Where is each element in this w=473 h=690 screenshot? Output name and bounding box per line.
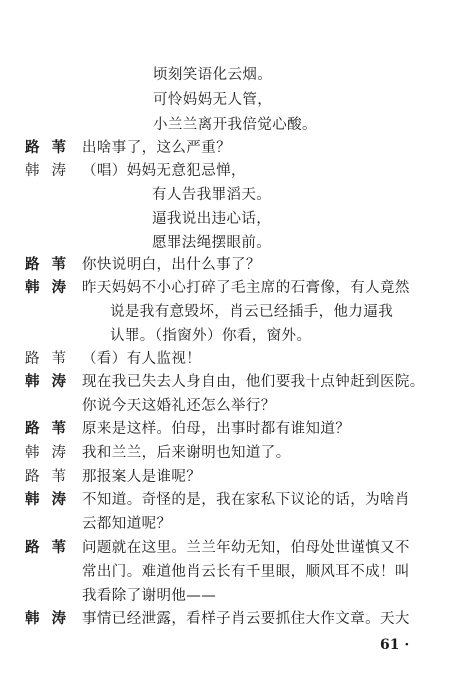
song-line: 逼我说出违心话， [152,211,272,227]
dialogue-line: 你说今天这婚礼还怎么举行？ [82,398,276,414]
dialogue-line: 出啥事了，这么严重？ [82,140,231,156]
song-line: 顷刻笑语化云烟。 [153,67,273,83]
speaker-name: 路苇 [25,469,78,485]
dialogue-line: 那报案人是谁呢？ [82,469,202,485]
page-number: 61 · [380,637,410,653]
song-line: 有人告我罪滔天。 [152,187,272,203]
song-line: 愿罪法绳摆眼前。 [152,235,272,251]
song-line: 小兰兰离开我倍觉心酸。 [153,117,317,133]
dialogue-line: 昨天妈妈不小心打碎了毛主席的石膏像，有人竟然 [82,280,410,296]
speaker-name: 韩涛 [25,445,78,461]
speaker-name: 路苇 [25,139,78,156]
dialogue-line: 现在我已失去人身自由，他们要我十点钟赶到医院。 [82,374,425,390]
speaker-name: 韩涛 [25,279,78,296]
speaker-name: 路苇 [25,351,78,367]
speaker-name: 路苇 [25,256,78,273]
speaker-name: 路苇 [25,539,78,556]
speaker-name: 韩涛 [25,373,78,390]
dialogue-line: 你快说明白，出什么事了？ [82,257,261,273]
speaker-name: 韩涛 [25,491,78,508]
dialogue-line: 问题就在这里。兰兰年幼无知，伯母处世谨慎又不 [82,540,410,556]
dialogue-line: （看）有人监视！ [82,351,202,367]
speaker-name: 路苇 [25,420,78,437]
dialogue-line: 不知道。奇怪的是，我在家私下议论的话，为啥肖 [82,492,410,508]
dialogue-line: 事情已经泄露，看样子肖云要抓住大作文章。天大 [82,611,410,627]
dialogue-line: 认罪。（指窗外）你看，窗外。 [110,328,312,344]
speaker-name: 韩涛 [25,610,78,627]
dialogue-line: （唱）妈妈无意犯忌惮， [82,163,246,179]
dialogue-line: 我和兰兰，后来谢明也知道了。 [82,445,291,461]
dialogue-line: 说是我有意毁坏，肖云已经插手，他力逼我 [110,304,394,320]
song-line: 可怜妈妈无人管， [153,92,273,108]
speaker-name: 韩涛 [25,163,78,179]
dialogue-line: 云都知道呢？ [82,516,172,532]
dialogue-line: 常出门。难道他肖云长有千里眼，顺风耳不成！叫 [82,564,410,580]
dialogue-line: 原来是这样。伯母，出事时都有谁知道？ [82,421,351,437]
dialogue-line: 我看除了谢明他—— [82,588,217,604]
